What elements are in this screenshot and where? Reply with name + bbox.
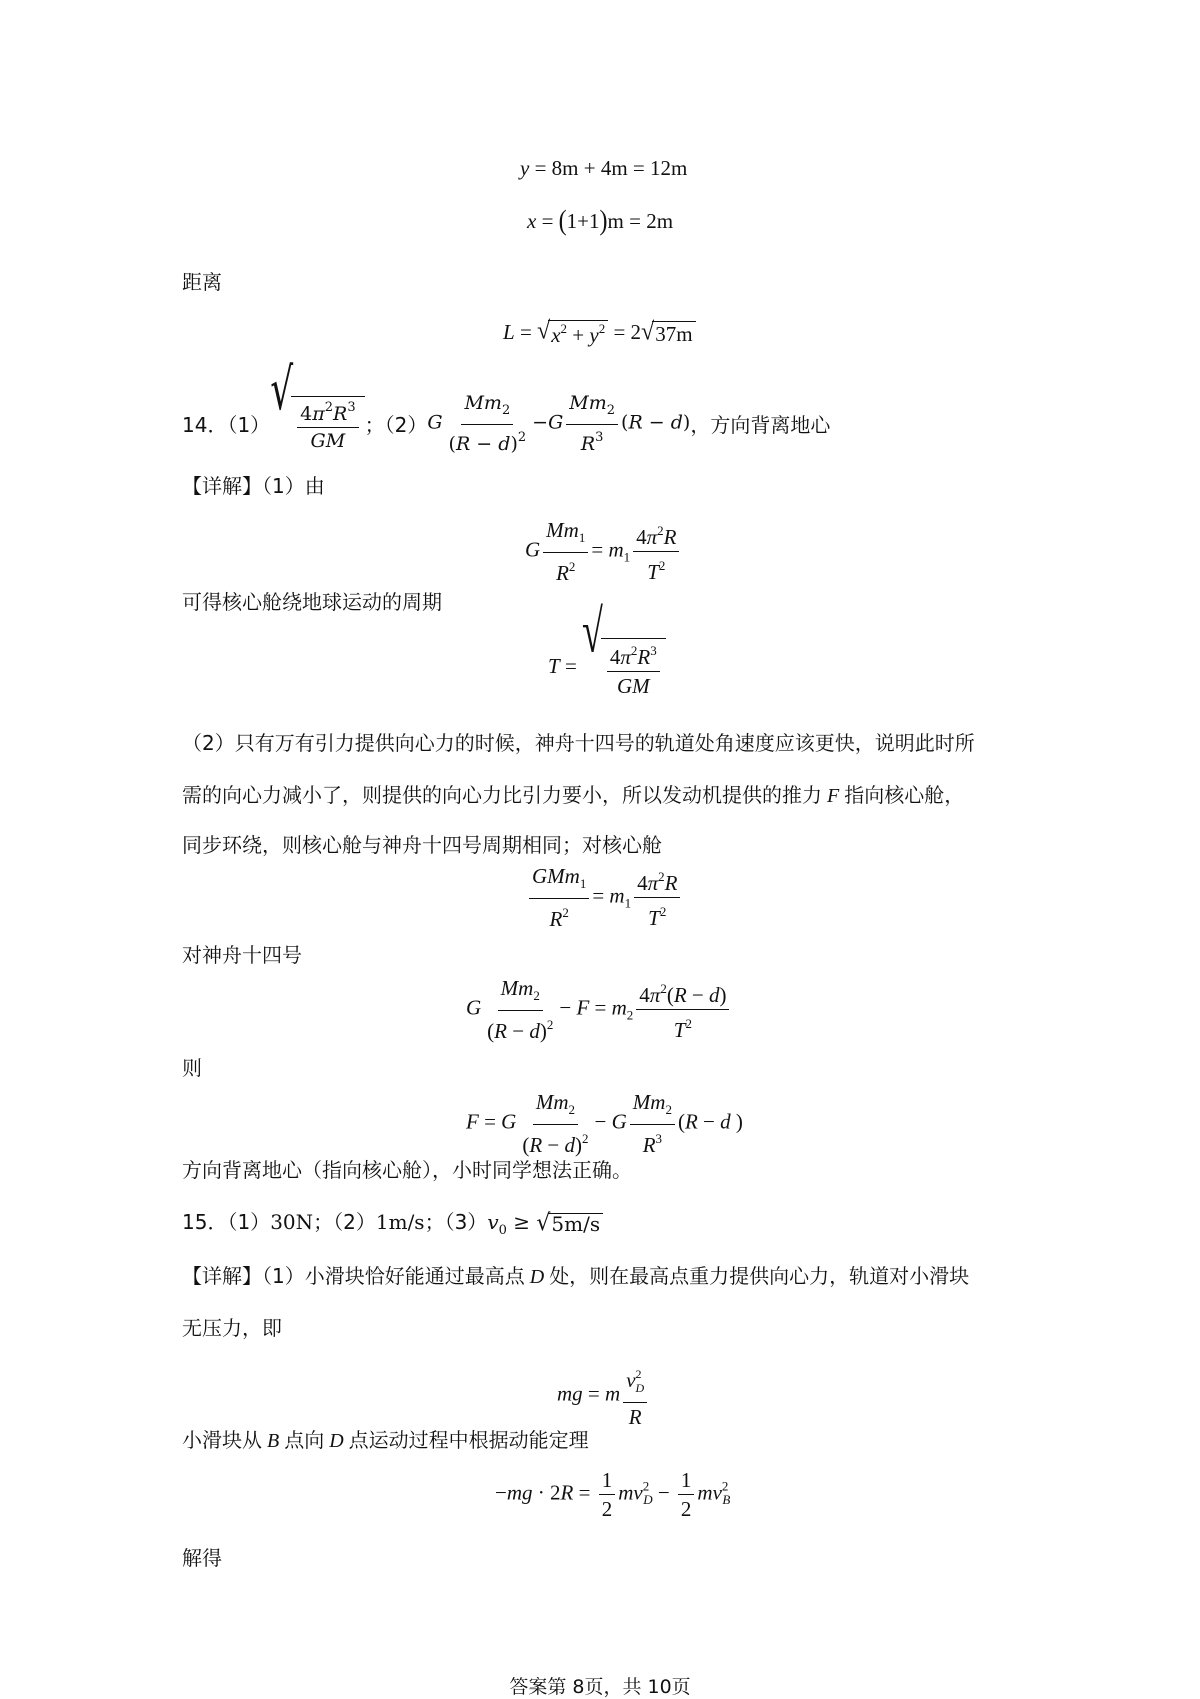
q15-kinetic-line: 小滑块从 B 点向 D 点运动过程中根据动能定理 <box>182 1428 589 1452</box>
q15-sep-1: ；（2） <box>313 1210 376 1234</box>
q15-kinetic-a: 小滑块从 <box>182 1428 262 1452</box>
q14-conclusion: 方向背离地心（指向核心舱），小时同学想法正确。 <box>182 1158 632 1182</box>
q14-detail-heading: 【详解】（1）由 <box>182 474 325 498</box>
q15-kinetic-c: 点运动过程中根据动能定理 <box>348 1428 589 1452</box>
q15-detail-line2: 无压力，即 <box>182 1316 282 1340</box>
q14-part2-line1: （2）只有万有引力提供向心力的时候，神舟十四号的轨道处角速度应该更快，说明此时所 <box>182 731 975 755</box>
distance-label: 距离 <box>182 270 222 294</box>
equation-centripetal: mg = m $\frac{v^2_D}{R}$ <box>557 1362 650 1429</box>
equation-x-rhs: 2m <box>646 209 674 233</box>
q14-part2-line2a: 需的向心力减小了，则提供的向心力比引力要小，所以发动机提供的推力 <box>182 783 822 807</box>
L-result: 37m <box>652 321 695 347</box>
q14-shenzhou-label: 对神舟十四号 <box>182 943 302 967</box>
equation-L: L = √ $x^2 + y^2$ = 2 √ 37m <box>503 320 696 348</box>
q15-detail-line1: 【详解】（1）小滑块恰好能通过最高点 D 处，则在最高点重力提供向心力，轨道对小滑块 <box>182 1264 970 1288</box>
equation-y-rhs: 8m + 4m = 12m <box>551 156 688 180</box>
equation-shenzhou: G $\frac{Mm_2}{(R - d)^2}$ − $F = m_2$ $\frac{4\pi^2(R - d)}{T^2}$ <box>466 976 732 1043</box>
q14-part2-line3: 同步环绕，则核心舱与神舟十四号周期相同；对核心舱 <box>182 833 662 857</box>
q15-solve-label: 解得 <box>182 1546 222 1570</box>
equation-x: x = (1+1)m = 2m <box>527 205 674 237</box>
equation-q14-1: G $\frac{Mm_1}{R^2}$ = $m_1$ $\frac{4\pi^2R}{T^2}$ <box>525 518 682 585</box>
q15-sep-2: ；（3） <box>424 1210 488 1234</box>
q15-detail-1b: 处，则在最高点重力提供向心力，轨道对小滑块 <box>549 1264 970 1288</box>
q14-period-text: 可得核心舱绕地球运动的周期 <box>182 590 442 614</box>
q14-then-label: 则 <box>182 1056 202 1080</box>
page-footer: 答案第 8页，共 10页 <box>509 1676 691 1698</box>
q14-label: 14．（1） <box>182 413 271 437</box>
q15-kinetic-b: 点向 <box>284 1428 325 1452</box>
q14-part2-line2b: 指向核心舱， <box>844 783 965 807</box>
q15-answer-line: 15．（1）30N；（2）1m/s；$(3)v_0$ ≥ √ 5m/s <box>182 1212 603 1241</box>
q15-answer-2: 1m/s <box>375 1210 425 1234</box>
q14-direction: ，方向背离地心 <box>690 413 831 437</box>
q15-answer-3: 5m/s <box>548 1213 603 1235</box>
q15-answer-1: 30N <box>270 1210 314 1234</box>
q14-part2-line2: 需的向心力减小了，则提供的向心力比引力要小，所以发动机提供的推力 F 指向核心舱， <box>182 783 965 807</box>
q14-sep: ；（2） <box>364 413 428 437</box>
equation-y: y = 8m + 4m = 12m <box>520 156 688 180</box>
equation-period: T = √ $\frac{4\pi^2R^3}{GM}$ <box>548 638 666 698</box>
equation-core-module: $\frac{GMm_1}{R^2}$ = $m_1$ $\frac{4\pi^2R}{T^2}$ <box>526 864 683 931</box>
equation-thrust: F = G $\frac{Mm_2}{(R - d)^2}$ − G $\frac{Mm_2}{R^3}$ (R − d ) <box>466 1090 743 1157</box>
q14-answer-line: 14．（1） √ $\frac{4\pi^2R^3}{GM}$ ；（2） G $\frac{Mm_2}{(R - d)^2}$ −G $\frac{Mm_2}{R^3}$ (R − d) ，方向背离地心 <box>182 357 831 455</box>
equation-energy: −mg · 2R = $\frac{1}{2}$ $mv^2_D$ − $\frac{1}{2}$ $mv^2_B$ <box>495 1468 731 1521</box>
q15-label: 15．（1） <box>182 1210 271 1234</box>
q15-detail-1a: 【详解】（1）小滑块恰好能通过最高点 <box>182 1264 525 1288</box>
